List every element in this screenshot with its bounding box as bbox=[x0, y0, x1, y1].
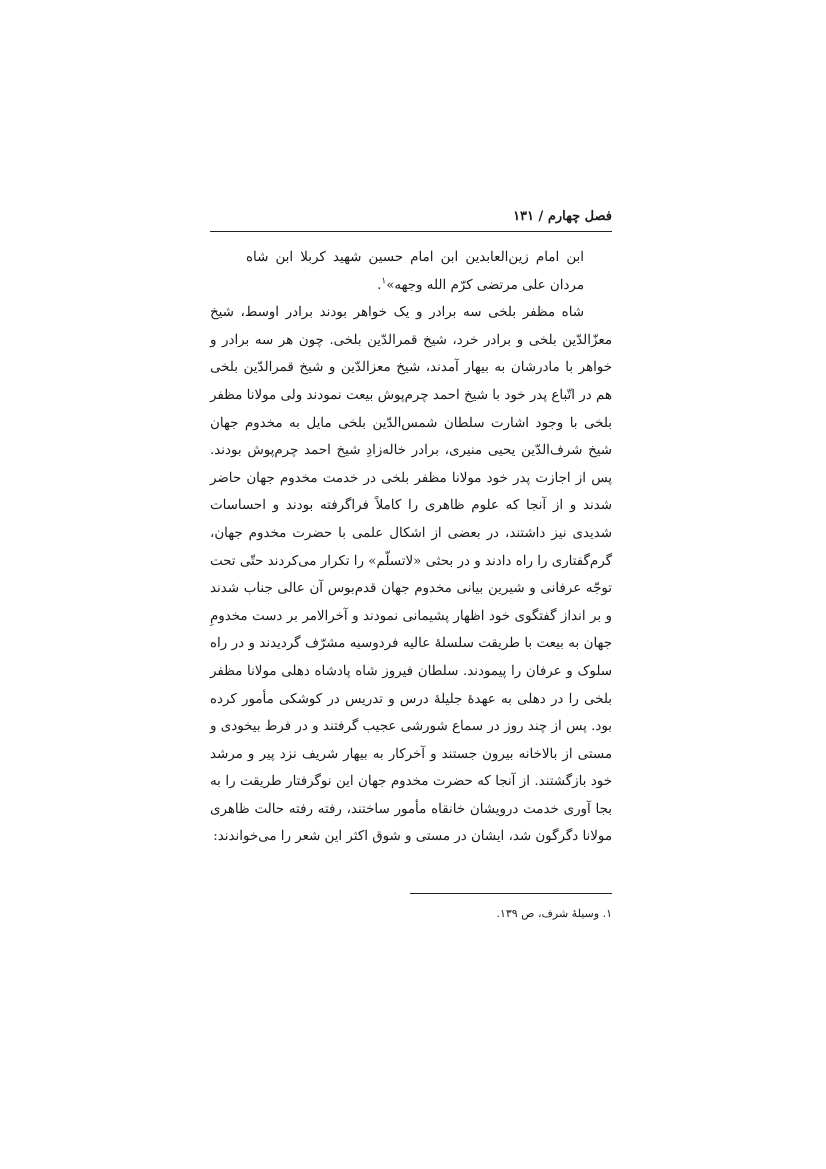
footnote-item: ۱. وسیلهٔ شرف، ص ۱۳۹. bbox=[496, 907, 612, 920]
main-text bbox=[210, 244, 612, 851]
footnote-divider bbox=[410, 893, 612, 894]
quote-text: ابن امام زین‌العابدین ابن امام حسین شهید کربلا ابن شاه مردان علی مرتضی کرّم الله وجهه» bbox=[246, 250, 584, 293]
running-title: فصل چهارم / ۱۳۱ bbox=[513, 209, 612, 224]
quote-continuation bbox=[210, 244, 612, 299]
footnote-reference: ۱ bbox=[381, 276, 387, 287]
running-header bbox=[210, 205, 612, 229]
quote-end: . bbox=[377, 277, 382, 293]
header-divider bbox=[210, 231, 612, 232]
footnote-area bbox=[210, 904, 612, 924]
body-paragraph: شاه مظفر بلخی سه برادر و یک خواهر بودند برادر اوسط، شیخ معزّالدّین بلخی و برادر خرد، شیخ قمرالدّین بلخی. چون هر سه برادر و خواهر با مادرشان به بیهار آمدند، شیخ معزالدّین و شیخ قمرالدّین بلخی هم در اتّباع پدر خود با شیخ احمد چرم‌پوش بیعت نمودند ولی مولانا مظفر بلخی با وجود اشارت سلطان شمس‌الدّین بلخی مایل به مخدوم جهان شیخ شرف‌الدّین یحیی منیری، برادر خاله‌زادِ شیخ احمد چرم‌پوش بودند. پس از اجازت پدر خود مولانا مظفر بلخی در خدمت مخدوم جهان حاضر شدند و از آنجا که علوم ظاهری را کاملاً فراگرفته بودند و احساسات شدیدی نیز داشتند، در بعضی از اشکال علمی با حضرت مخدوم جهان، گرم‌گفتاری را راه دادند و در بحثی «لاتسلّم» را تکرار می‌کردند حتّی تحت توجّه عرفانی و شیرین بیانی مخدوم جهان قدم‌بوس آن عالی جناب شدند و بر انداز گفتگوی خود اظهار پشیمانی نمودند و آخرالامر بر دست مخدومِ جهان به بیعت با طریقت سلسلهٔ عالیه فردوسیه مشرّف گردیدند و در راه سلوک و عرفان را پیمودند. سلطان فیروز شاه پادشاه دهلی مولانا مظفر بلخی را در دهلی به عهدهٔ جلیلهٔ درس و تدریس در کوشکی مأمور کرده بود. پس از چند روز در سماع شورشی عجیب گرفتند و در فرط بیخودی و مستی از بالاخانه بیرون جستند و آخرکار به بیهار شریف نزد پیر و مرشد خود بازگشتند. از آنجا که حضرت مخدوم جهان این نوگرفتار طریقت را به بجا آوری خدمت درویشان خانقاه مأمور ساختند، رفته رفته حالت ظاهری مولانا دگرگون شد، ایشان در مستی و شوق اکثر این شعر را می‌خواندند: bbox=[210, 305, 612, 845]
